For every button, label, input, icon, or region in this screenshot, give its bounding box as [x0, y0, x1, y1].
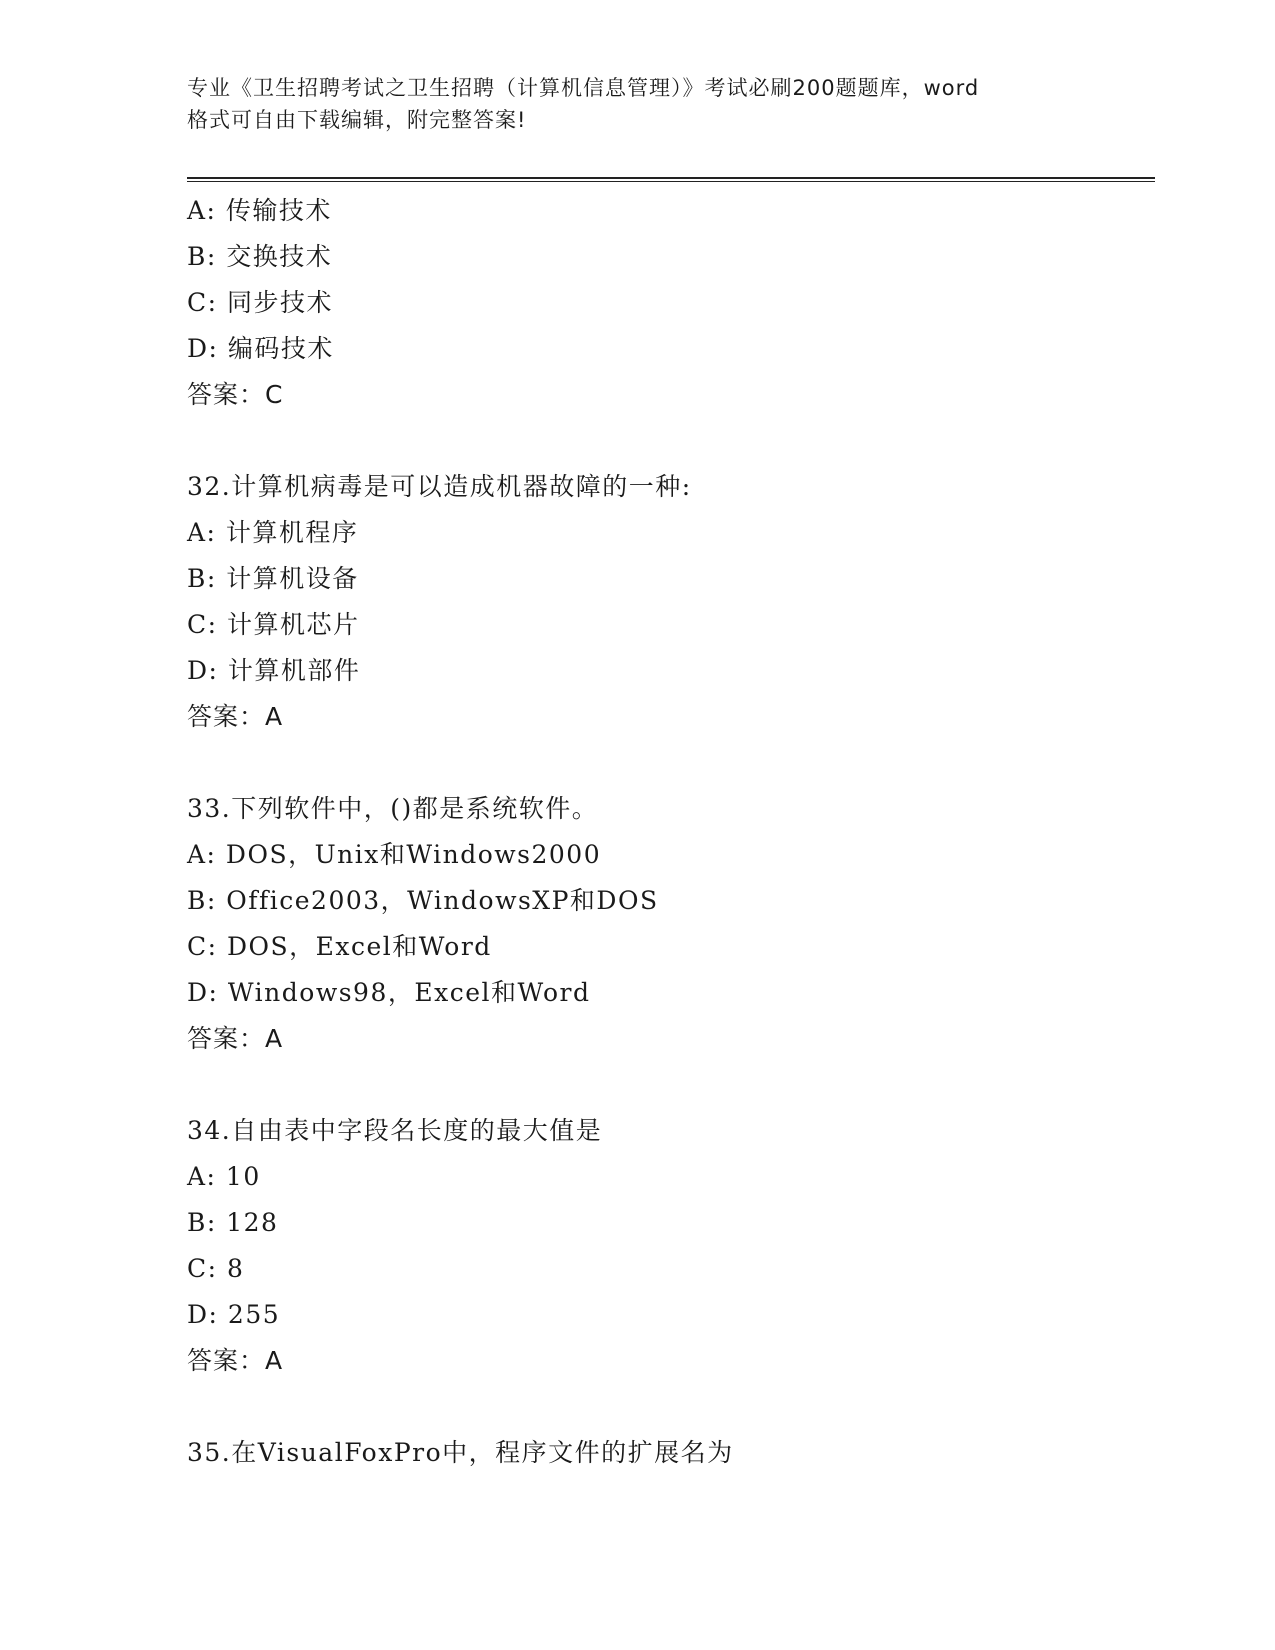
question-block-32 [187, 464, 1147, 740]
question-list [187, 188, 1147, 1476]
header-line-1: 专业《卫生招聘考试之卫生招聘（计算机信息管理）》考试必刷200题题库，word [187, 76, 980, 100]
option-c: C: 同步技术 [187, 288, 333, 317]
answer: 答案：A [187, 702, 284, 731]
option-d: D: 255 [187, 1300, 281, 1329]
option-b: B: 计算机设备 [187, 564, 359, 593]
question-block-34 [187, 1108, 1147, 1384]
option-d: D: 计算机部件 [187, 656, 361, 685]
answer: 答案：A [187, 1346, 284, 1375]
question-block-33 [187, 786, 1147, 1062]
option-b: B: 交换技术 [187, 242, 333, 271]
header-divider [187, 177, 1155, 182]
option-c: C: 计算机芯片 [187, 610, 360, 639]
option-a: A: DOS，Unix和Windows2000 [187, 840, 602, 869]
spacer [187, 740, 1147, 786]
answer: 答案：C [187, 380, 284, 409]
spacer [187, 1384, 1147, 1430]
option-c: C: DOS，Excel和Word [187, 932, 492, 961]
question-block-31 [187, 188, 1147, 418]
option-b: B: 128 [187, 1208, 279, 1237]
option-a: A: 传输技术 [187, 196, 332, 225]
question-text: 35.在VisualFoxPro中，程序文件的扩展名为 [187, 1438, 734, 1467]
option-d: D: 编码技术 [187, 334, 334, 363]
answer: 答案：A [187, 1024, 284, 1053]
question-text: 32.计算机病毒是可以造成机器故障的一种: [187, 472, 692, 501]
question-block-35 [187, 1430, 1147, 1476]
option-a: A: 计算机程序 [187, 518, 359, 547]
header-line-2: 格式可自由下载编辑，附完整答案! [187, 108, 527, 132]
spacer [187, 1062, 1147, 1108]
option-b: B: Office2003，WindowsXP和DOS [187, 886, 659, 915]
option-a: A: 10 [187, 1162, 261, 1191]
question-text: 33.下列软件中，()都是系统软件。 [187, 794, 599, 823]
document-header [187, 72, 1087, 136]
question-text: 34.自由表中字段名长度的最大值是 [187, 1116, 603, 1145]
option-c: C: 8 [187, 1254, 245, 1283]
spacer [187, 418, 1147, 464]
option-d: D: Windows98，Excel和Word [187, 978, 591, 1007]
